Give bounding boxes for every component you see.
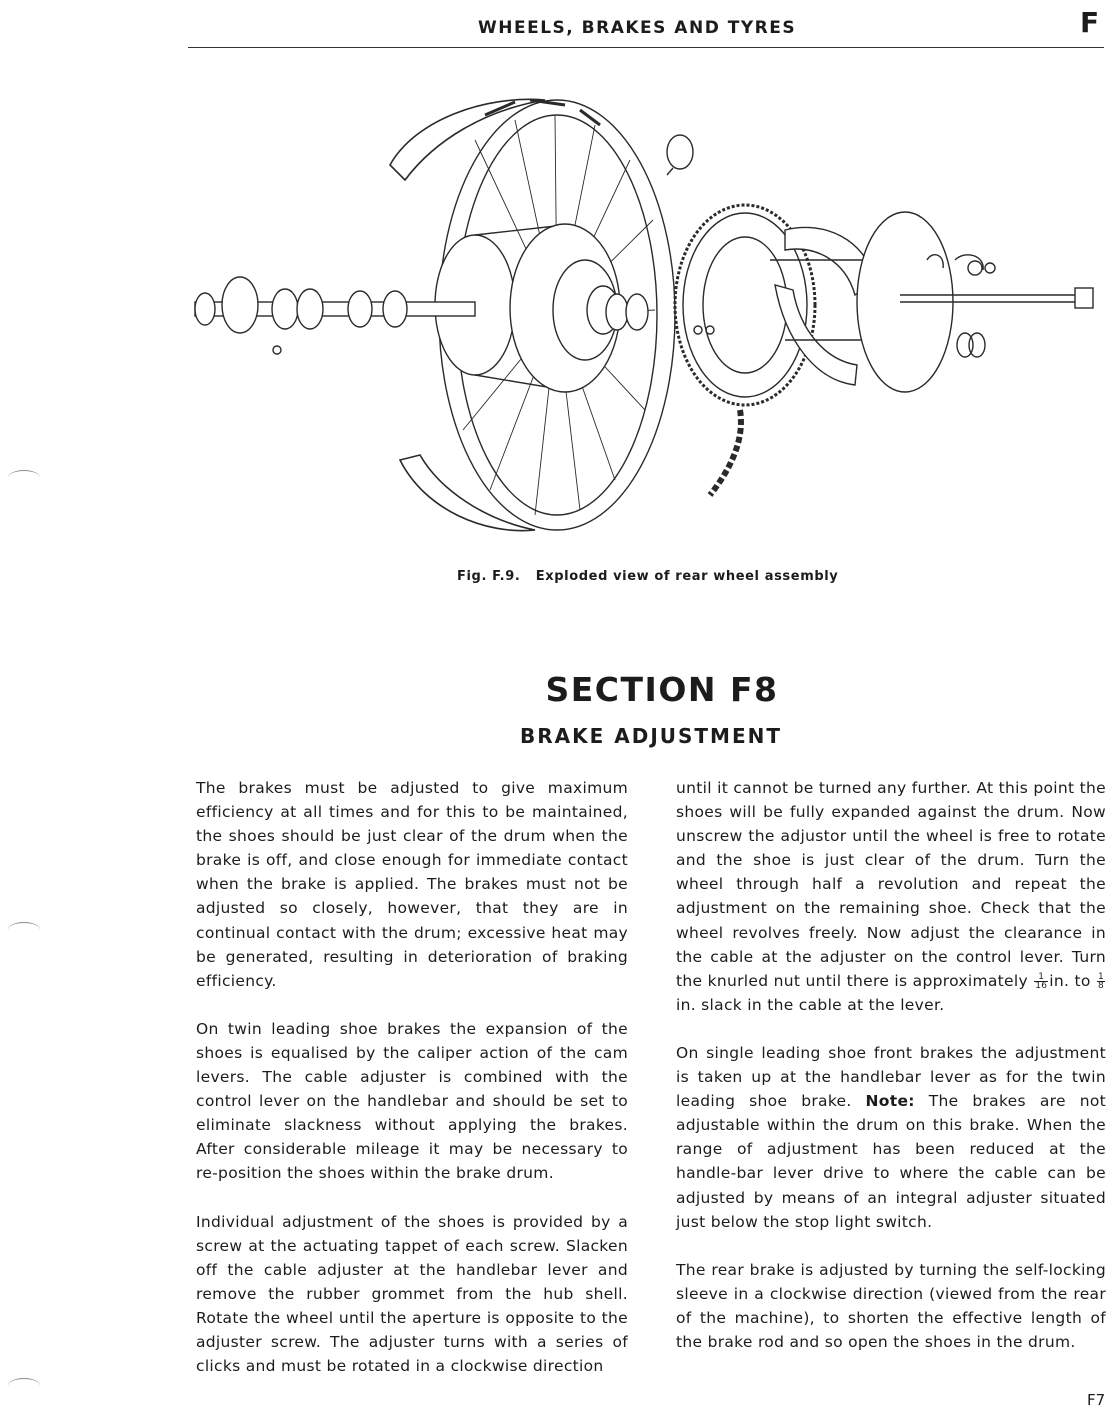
grommet-illustration xyxy=(667,135,693,175)
body-column-right xyxy=(676,776,1106,1378)
body-paragraph xyxy=(676,1041,1106,1234)
paragraph-text: On single leading shoe front brakes the adjustment is taken up at the handlebar lever as for the twin leading shoe brake. xyxy=(676,1043,1106,1111)
paragraph-text: in. to xyxy=(1049,971,1091,990)
body-paragraph xyxy=(676,776,1106,1017)
note-label: Note: xyxy=(865,1092,915,1111)
body-paragraph: Individual adjustment of the shoes is provided by a screw at the actuating tappet of each screw. Slacken off the cable adjuster at the handlebar lever and remove the rubber grommet from the hub shell. Rotate the wheel until the aperture is opposite to the adjuster screw. The adjuster turns with a series of clicks and must be rotated in a clockwise direction xyxy=(196,1212,628,1376)
figure-caption xyxy=(457,569,838,584)
chain-illustration xyxy=(710,410,741,495)
body-paragraph: The brakes must be adjusted to give maximum efficiency at all times and for this to be maintained, the shoes should be just clear of the drum when the brake is off, and close enough for immediate contact when the brake is applied. The brakes must not be adjusted so closely, however, that they are in continual contact with the drum; excessive heat may be generated, resulting in deterioration of braking efficiency. xyxy=(196,779,628,990)
fraction-one-sixteenth: $\frac{1}{16}$ xyxy=(1035,971,1048,991)
punch-hole-mark xyxy=(8,1378,40,1393)
paragraph-text: in. slack in the cable at the lever. xyxy=(676,995,945,1014)
figure-caption-text: Exploded view of rear wheel assembly xyxy=(535,569,839,584)
header-rule xyxy=(188,47,1104,48)
figure-caption-label: Fig. F.9. xyxy=(457,569,521,584)
page-number: F7 xyxy=(1087,1391,1106,1409)
punch-hole-mark xyxy=(8,470,40,485)
fraction-one-eighth: $\frac{1}{8}$ xyxy=(1097,971,1104,991)
body-paragraph: The rear brake is adjusted by turning the self-locking sleeve in a clockwise direction (viewed from the rear of the machine), to shorten the effective length of the brake rod and so open the shoes in the drum. xyxy=(676,1260,1106,1351)
section-letter: F xyxy=(1080,6,1100,39)
section-title: SECTION F8 xyxy=(545,670,779,709)
paragraph-text: until it cannot be turned any further. At this point the shoes will be fully expanded against the drum. Now unscrew the adjustor until the wheel is free to rotate and the shoe is just clear of the drum. Turn the wheel through half a revolution and repeat the adjustment on the remaining shoe. Check that the wheel revolves freely. Now adjust the clearance in the cable at the adjuster on the control lever. Turn the knurled nut until there is approximately xyxy=(676,779,1106,990)
exploded-wheel-diagram xyxy=(185,80,1110,560)
running-header-title: WHEELS, BRAKES AND TYRES xyxy=(478,18,797,38)
section-subtitle: BRAKE ADJUSTMENT xyxy=(520,724,782,748)
paragraph-text: The brakes are not adjustable within the drum on this brake. When the range of adjustment has been reduced at the handle-bar lever drive to where the cable can be adjusted by means of an integral adjuster situated just below the stop light switch. xyxy=(676,1092,1106,1231)
punch-hole-mark xyxy=(8,922,40,937)
body-paragraph: On twin leading shoe brakes the expansion of the shoes is equalised by the caliper action of the cam levers. The cable adjuster is combined with the control lever on the handlebar and should be set to eliminate slackness without applying the brakes. After considerable mileage it may be necessary to re-position the shoes within the brake drum. xyxy=(196,1019,628,1183)
body-column-left xyxy=(196,776,628,1402)
